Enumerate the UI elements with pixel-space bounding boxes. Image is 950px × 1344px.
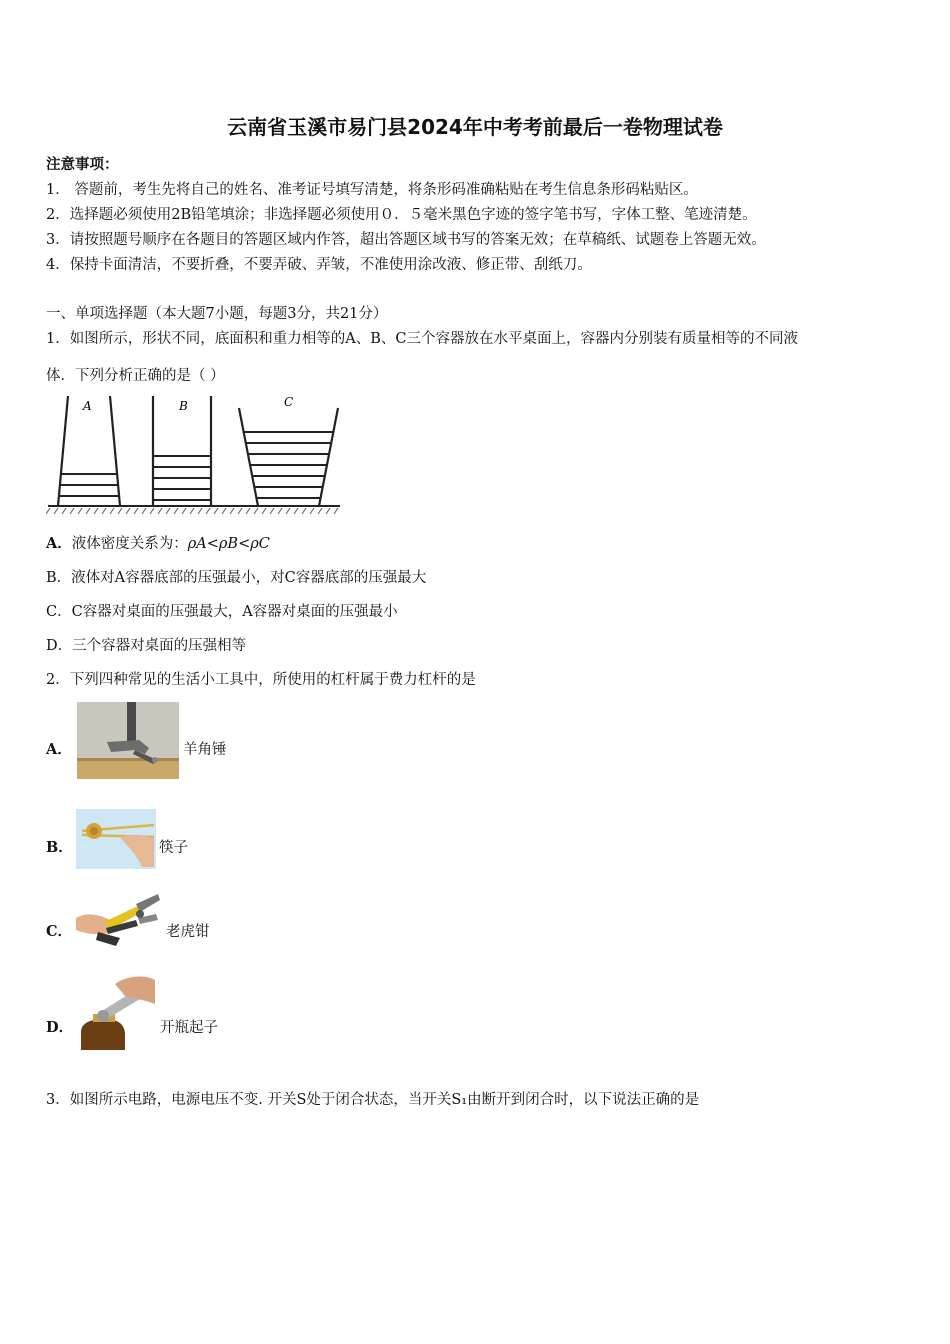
q2-option-b-letter: B． — [46, 839, 73, 856]
bottle-opener-photo — [75, 974, 157, 1050]
containers-figure — [46, 390, 342, 518]
q1-stem-line2: 体．下列分析正确的是（ ） — [46, 368, 225, 384]
q1-stem-line1: 1．如图所示，形状不同，底面积和重力相等的A、B、C三个容器放在水平桌面上，容器内分别装有质量相等的不同液 — [46, 331, 798, 347]
notice-item-1: 1． 答题前，考生先将自己的姓名、准考证号填写清楚，将条形码准确粘贴在考生信息条形码粘贴区。 — [46, 182, 698, 198]
q1-option-a-text: 液体密度关系为： — [71, 536, 188, 552]
q2-stem: 2．下列四种常见的生活小工具中，所使用的杠杆属于费力杠杆的是 — [46, 672, 476, 688]
q2-option-d-text: 开瓶起子 — [160, 1020, 218, 1036]
notice-item-2: 2．选择题必须使用2B铅笔填涂；非选择题必须使用０．５毫米黑色字迹的签字笔书写，字体工整、笔迹清楚。 — [46, 207, 757, 223]
chopsticks-photo — [76, 809, 156, 869]
q2-option-c-text: 老虎钳 — [166, 924, 210, 940]
container-c — [239, 408, 338, 506]
q2-option-d-letter: D． — [46, 1019, 74, 1036]
q2-option-c-letter: C． — [46, 923, 73, 940]
q1-option-d: D．三个容器对桌面的压强相等 — [46, 638, 247, 654]
hammer-photo — [77, 702, 179, 779]
container-label-c: C — [284, 395, 294, 409]
q1-option-b: B．液体对A容器底部的压强最小，对C容器底部的压强最大 — [46, 570, 427, 586]
notice-heading: 注意事项： — [46, 156, 119, 173]
page-title: 云南省玉溪市易门县2024年中考考前最后一卷物理试卷 — [227, 115, 723, 139]
q2-option-a-letter: A． — [46, 741, 72, 758]
q2-option-b-text: 筷子 — [159, 840, 188, 856]
q1-option-a-letter: A． — [46, 535, 72, 552]
notice-item-4: 4．保持卡面清洁，不要折叠，不要弄破、弄皱，不准使用涂改液、修正带、刮纸刀。 — [46, 257, 592, 273]
q1-option-a-formula: ρA<ρB<ρC — [187, 536, 270, 552]
section-heading: 一、单项选择题（本大题7小题，每题3分，共21分） — [46, 306, 388, 322]
pliers-photo — [76, 892, 162, 954]
q1-option-c: C．C容器对桌面的压强最大，A容器对桌面的压强最小 — [46, 604, 398, 620]
q3-stem: 3．如图所示电路，电源电压不变. 开关S处于闭合状态，当开关S₁由断开到闭合时，以下说法正确的是 — [46, 1092, 700, 1108]
q1-option-a — [46, 532, 270, 553]
notice-item-3: 3．请按照题号顺序在各题目的答题区域内作答，超出答题区域书写的答案无效；在草稿纸、试题卷上答题无效。 — [46, 232, 766, 248]
q2-option-a-text: 羊角锤 — [183, 742, 227, 758]
container-label-b: B — [179, 399, 188, 413]
container-label-a: A — [83, 399, 92, 413]
